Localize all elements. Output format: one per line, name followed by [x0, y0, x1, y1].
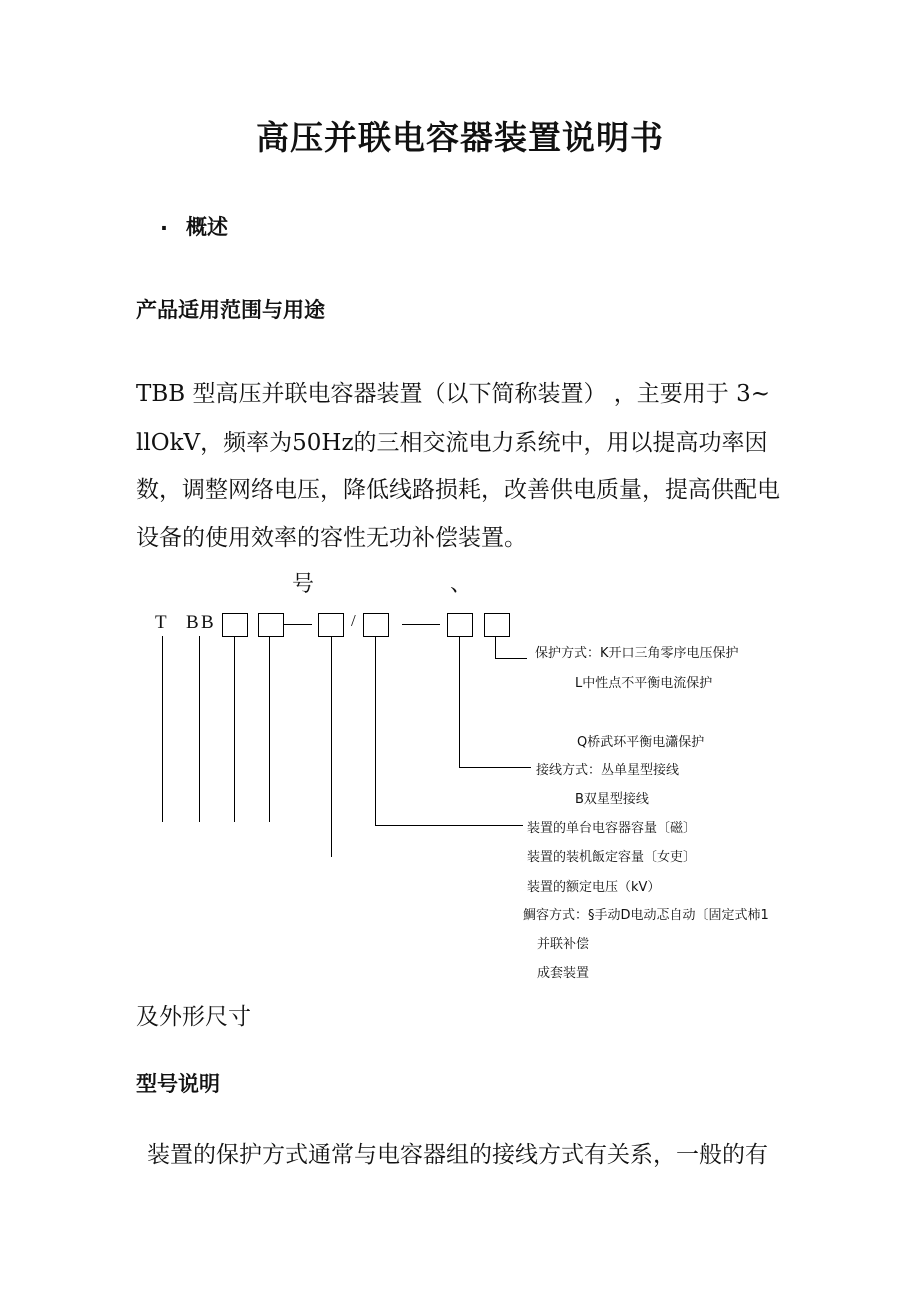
section-heading-overview: 概述 [186, 215, 228, 239]
code-dash [284, 624, 312, 625]
label-protection-q: Q桥武环平衡电瀟保护 [577, 735, 705, 750]
subsection-heading-model: 型号说明 [136, 1072, 220, 1096]
label-parallel-compensation: 并联补偿 [537, 937, 590, 952]
label-wiring-method: 接线方式：丛单星型接线 [536, 763, 680, 778]
leader-line [199, 636, 200, 822]
stray-char-dun: 、 [450, 572, 473, 597]
code-box-5 [447, 613, 473, 637]
code-box-4 [363, 613, 389, 637]
leader-line [375, 636, 376, 825]
leader-line [162, 636, 163, 822]
leader-line [459, 767, 531, 768]
code-dash [402, 624, 440, 625]
caption-dimensions: 及外形尺寸 [136, 1004, 251, 1030]
leader-line [331, 636, 332, 857]
code-slash: / [351, 611, 356, 630]
leader-line [234, 636, 235, 822]
label-installed-capacity: 装置的装机飯定容量〔女吏〕 [527, 850, 697, 865]
label-complete-set: 成套装置 [537, 966, 590, 981]
leader-line [495, 658, 527, 659]
code-letter-t: T [155, 612, 167, 633]
paragraph-line: 装置的保护方式通常与电容器组的接线方式有关系，一般的有 [147, 1142, 768, 1168]
code-box-6 [484, 613, 510, 637]
code-box-3 [318, 613, 344, 637]
code-box-2 [258, 613, 284, 637]
label-wiring-b: B双星型接线 [575, 792, 649, 807]
label-rated-voltage: 装置的额定电压（kV） [527, 880, 661, 895]
leader-line [495, 636, 496, 658]
code-letter-b2: B [201, 612, 214, 633]
label-adjust-method: 鯛容方式：§手动D电动忑自动〔固定式柿1 [523, 908, 769, 923]
subsection-heading-scope: 产品适用范围与用途 [136, 298, 325, 322]
label-protection-method: 保护方式：K开口三角零序电压保护 [535, 646, 739, 661]
label-unit-capacity: 装置的单台电容器容量〔磁〕 [527, 821, 697, 836]
leader-line [459, 636, 460, 767]
section-bullet: . [160, 211, 168, 235]
leader-line [375, 825, 523, 826]
stray-char-hao: 号 [292, 572, 315, 597]
paragraph-line: TBB 型高压并联电容器装置（以下简称装置） ，主要用于 3~ [136, 381, 770, 407]
document-title: 高压并联电容器装置说明书 [256, 118, 664, 157]
code-letter-b1: B [186, 612, 199, 633]
paragraph-line: llOkV，频率为50Hz的三相交流电力系统中，用以提高功率因 [136, 430, 768, 456]
paragraph-line: 数，调整网络电压，降低线路损耗，改善供电质量，提高供配电 [136, 477, 780, 503]
label-protection-l: L中性点不平衡电流保护 [575, 676, 713, 691]
code-box-1 [222, 613, 248, 637]
leader-line [269, 636, 270, 822]
paragraph-line: 设备的使用效率的容性无功补偿装置。 [136, 525, 527, 551]
